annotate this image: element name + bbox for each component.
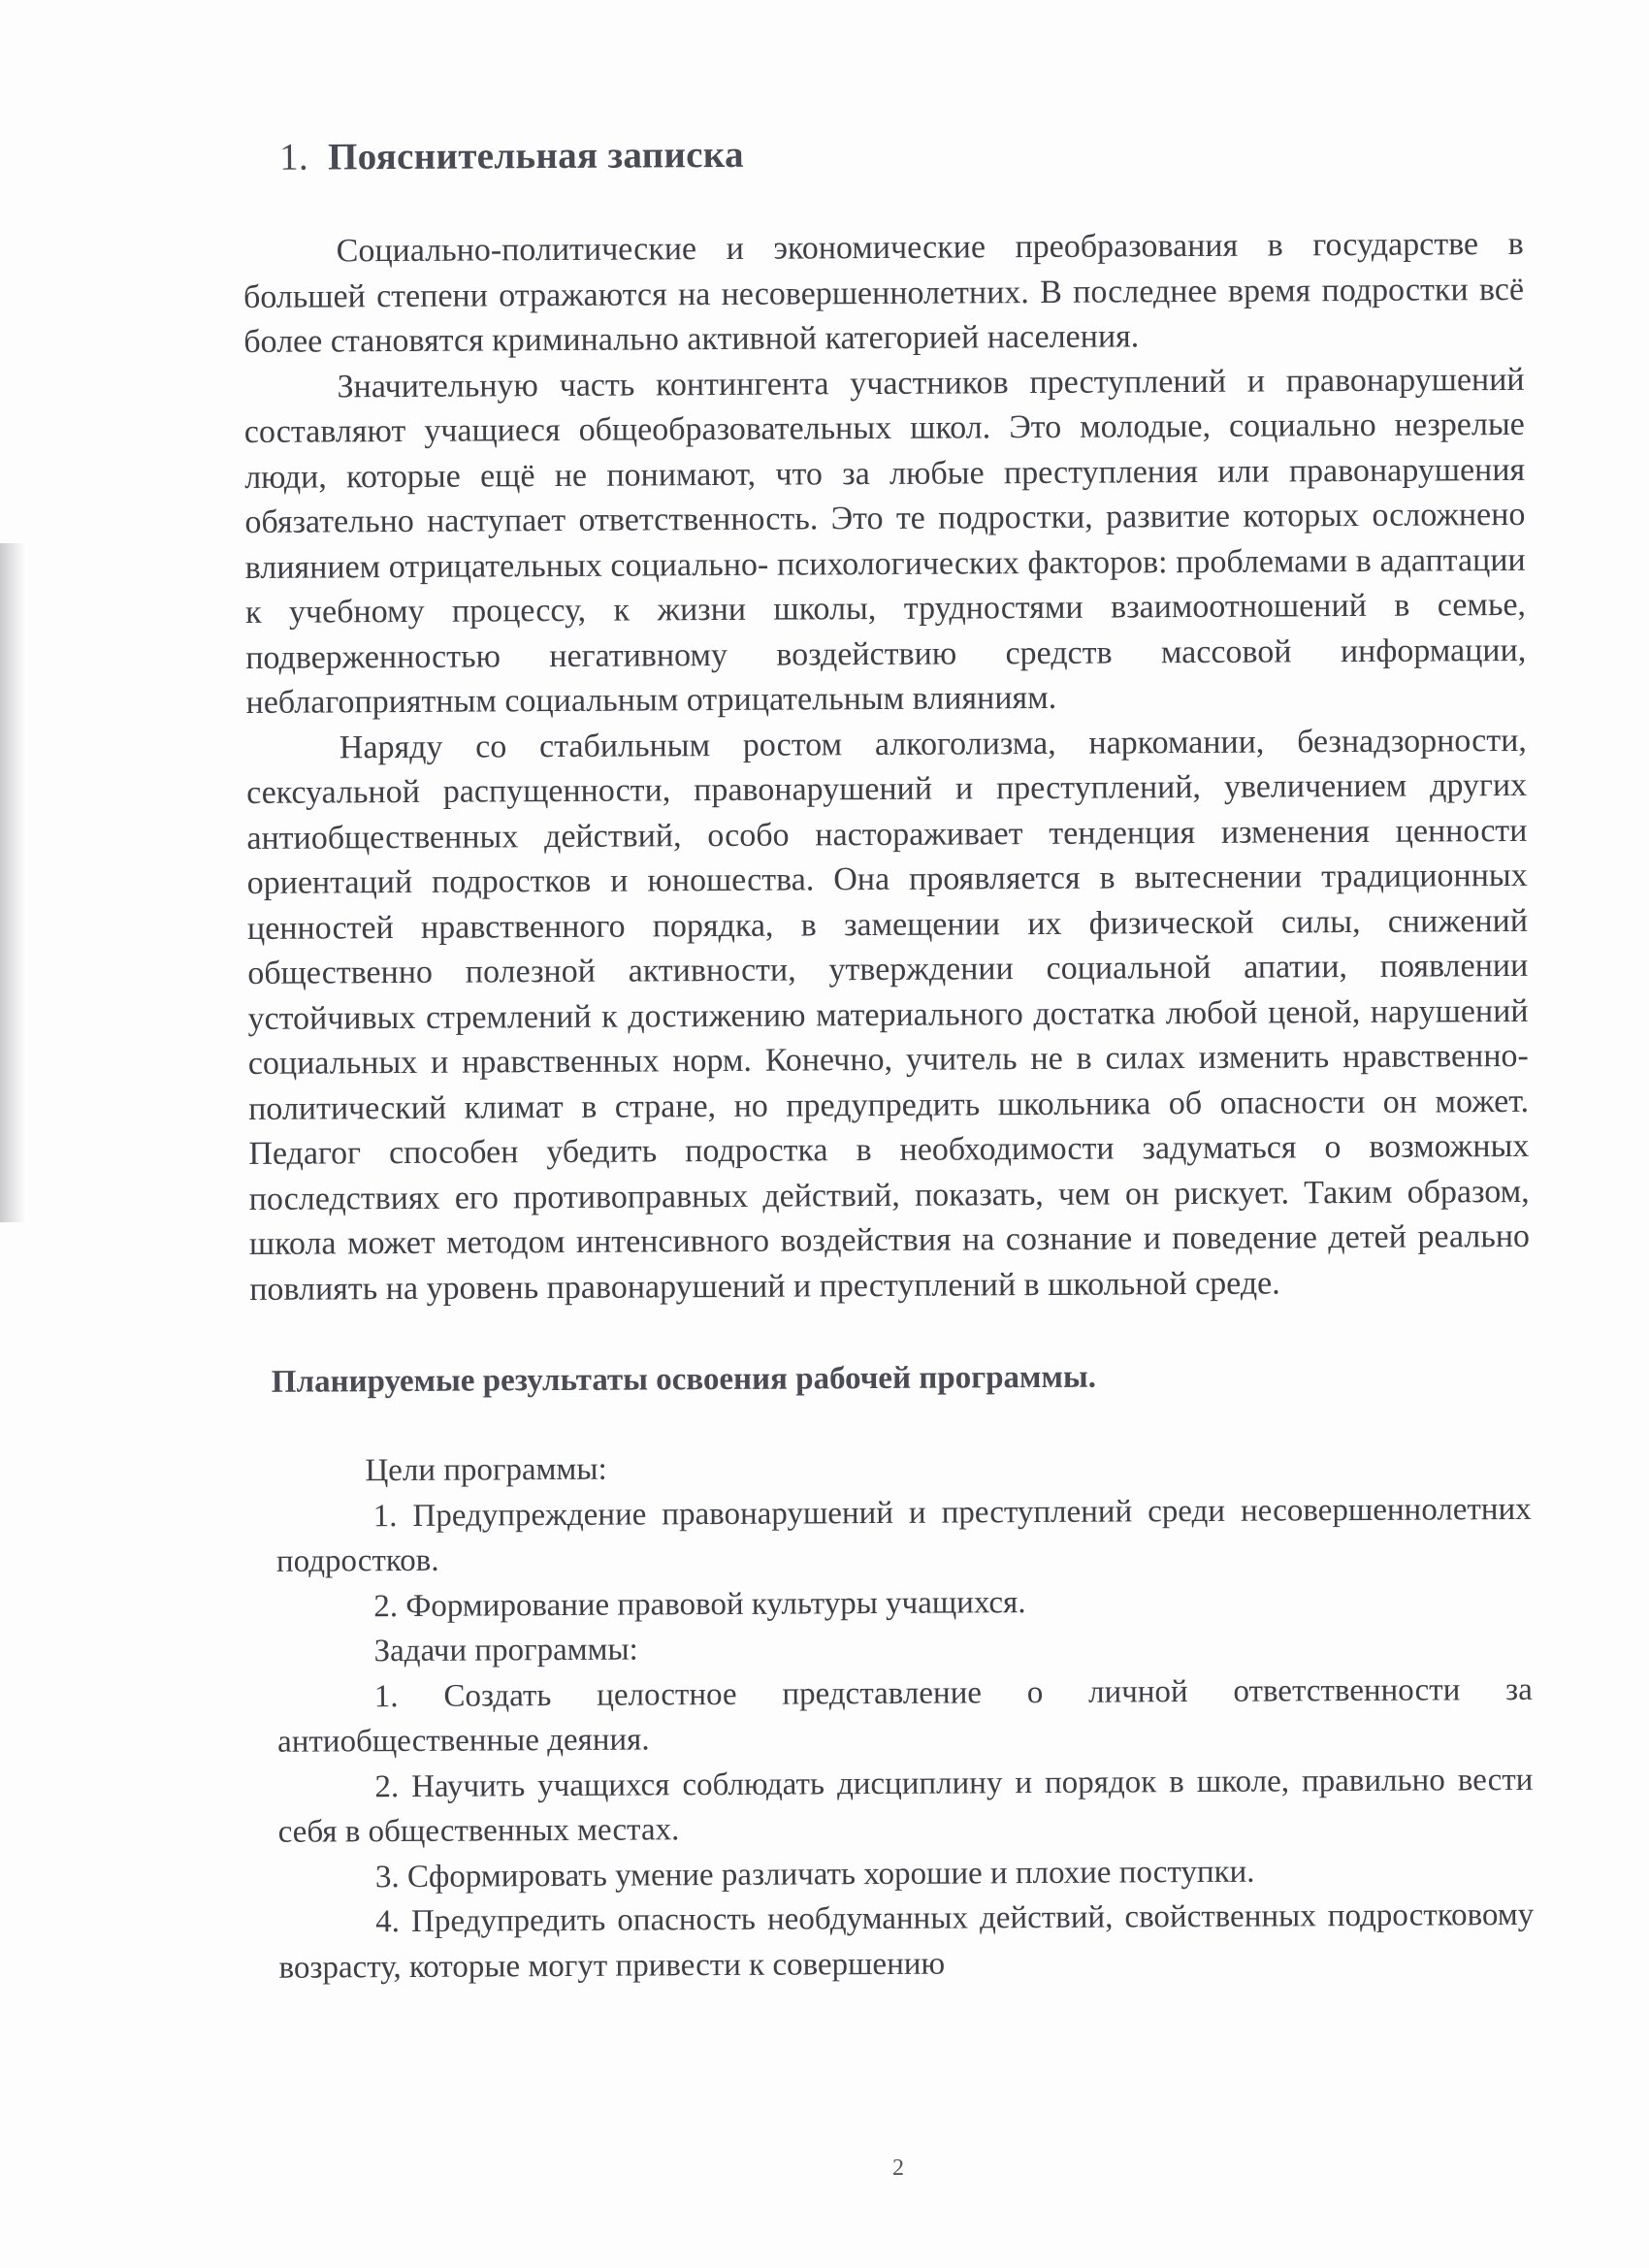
task-item-2: 2. Научить учащихся соблюдать дисциплину и порядок в школе, правильно вести себя в общественных местах.: [277, 1762, 1534, 1850]
task-item-1: 1. Создать целостное представление о личной ответственности за антиобщественные деяния.: [277, 1671, 1533, 1760]
section-heading: [279, 128, 1523, 179]
tasks-title: Задачи программы:: [373, 1632, 638, 1669]
section-number: 1.: [279, 136, 309, 178]
section-title: Пояснительная записка: [327, 133, 744, 178]
paragraph-2: Значительную часть контингента участников преступлений и правонарушений составляют учащиеся общеобразовательных школ. Это молодые, социально незрелые люди, которые ещё не понимают, что за любые преступления или правонарушения обязательно наступает ответственность. Это те подростки, развитие которых осложнено влиянием отрицательных социально- психологических факторов: проблемами в адаптации к учебному процессу, к жизни школы, трудностями взаимоотношений в семье, подверженностью негативному воздействию средств массовой информации, неблагоприятным социальным отрицательным влияниям.: [243, 361, 1527, 721]
goal-item-2: 2. Формирование правовой культуры учащихся.: [373, 1584, 1026, 1624]
goals-title: Цели программы:: [365, 1451, 607, 1489]
paragraph-3: Наряду со стабильным ростом алкоголизма, наркомании, безнадзорности, сексуальной распущенности, правонарушений и преступлений, увеличением других антиобщественных действий, особо настораживает тенденция изменения ценности ориентаций подростков и юношества. Она проявляется в вытеснении традиционных ценностей нравственного порядка, в замещении их физической силы, снижений общественно полезной активности, утверждении социальной апатии, появлении устойчивых стремлений к достижению материального достатка любой ценой, нарушений социальных и нравственных норм. Конечно, учитель не в силах изменить нравственно- политический климат в стране, но предупредить школьника об опасности он может. Педагог способен убедить подростка в необходимости задуматься о возможных последствиях его противоправных действий, показать, чем он рискует. Таким образом, школа может методом интенсивного воздействия на сознание и поведение детей реально повлиять на уровень правонарушений и преступлений в школьной среде.: [246, 722, 1531, 1308]
page-content: [242, 128, 1535, 1991]
paragraph-1: Социально-политические и экономические преобразования в государстве в большей степени отражаются на несовершеннолетних. В последнее время подростки всё более становятся криминально активной категорией населения.: [242, 225, 1525, 360]
page-number: 2: [892, 2155, 904, 2181]
goals-tasks-block: [275, 1442, 1534, 1991]
results-heading: Планируемые результаты освоения рабочей программы.: [271, 1359, 1097, 1400]
scan-shadow: [0, 543, 25, 1222]
task-item-3: 3. Сформировать умение различать хорошие и плохие поступки.: [374, 1854, 1255, 1895]
goal-item-1: 1. Предупреждение правонарушений и преступлений среди несовершеннолетних подростков.: [275, 1491, 1532, 1579]
task-item-4: 4. Предупредить опасность необдуманных действий, свойственных подростковому возрасту, которые могут привести к совершению: [278, 1896, 1535, 1986]
